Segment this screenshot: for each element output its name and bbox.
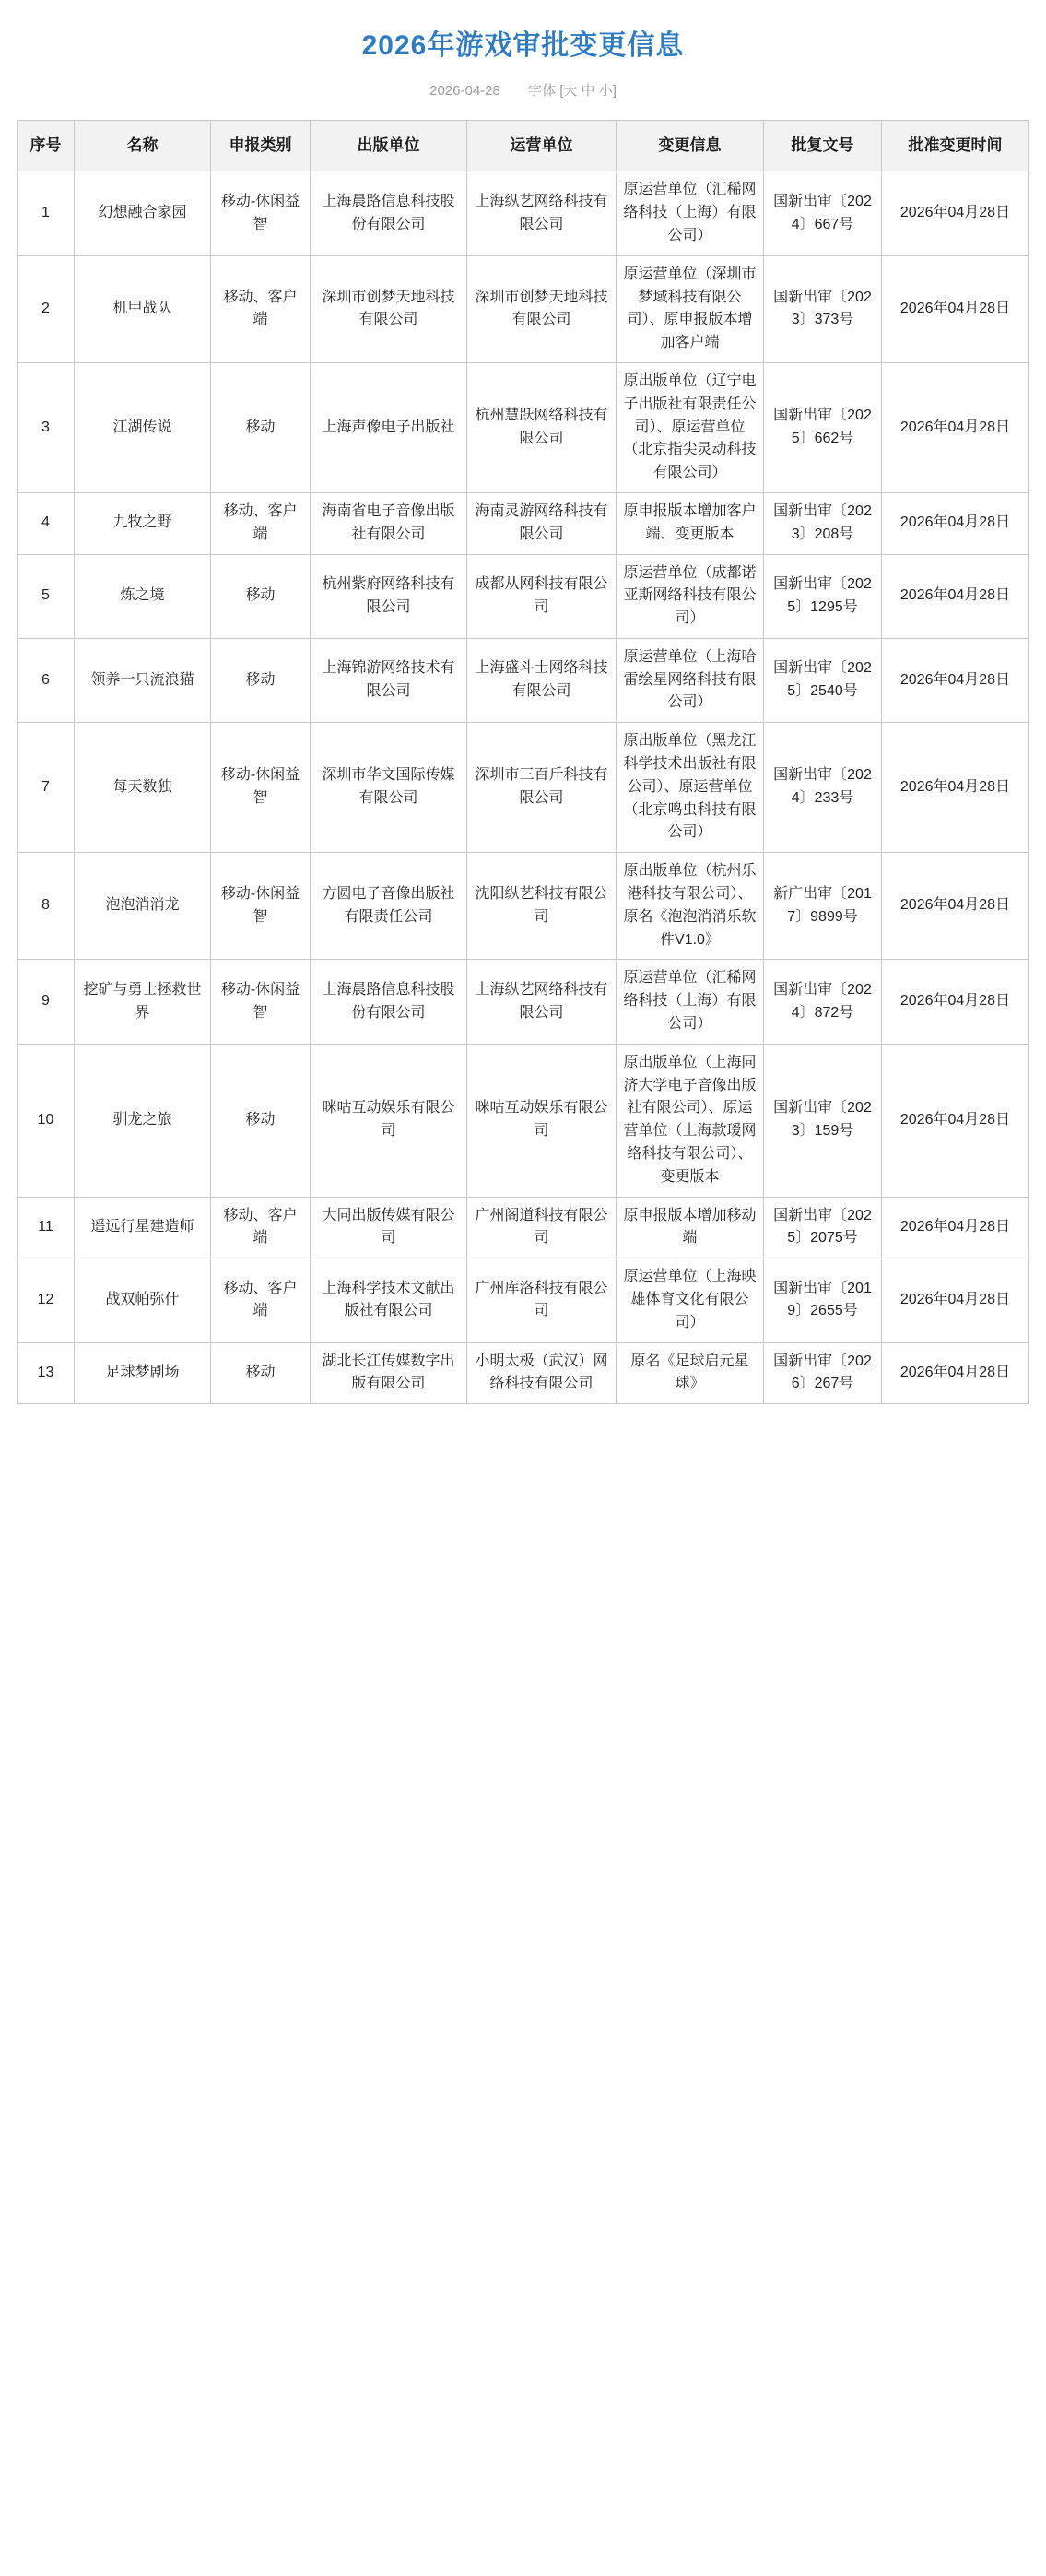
cell-category: 移动 <box>211 554 311 638</box>
table-row <box>18 638 1029 722</box>
cell-name: 江湖传说 <box>75 362 211 492</box>
column-header-category: 申报类别 <box>211 121 311 171</box>
column-header-change: 变更信息 <box>617 121 764 171</box>
cell-operator: 广州库洛科技有限公司 <box>467 1258 617 1342</box>
column-header-date: 批准变更时间 <box>882 121 1029 171</box>
cell-index: 13 <box>18 1342 75 1404</box>
cell-category: 移动、客户端 <box>211 1197 311 1258</box>
cell-name: 驯龙之旅 <box>75 1044 211 1197</box>
cell-publisher: 海南省电子音像出版社有限公司 <box>311 492 467 554</box>
cell-operator: 上海纵艺网络科技有限公司 <box>467 171 617 255</box>
cell-change: 原运营单位（汇稀网络科技（上海）有限公司） <box>617 171 764 255</box>
cell-publisher: 方圆电子音像出版社有限责任公司 <box>311 853 467 960</box>
table-row <box>18 1197 1029 1258</box>
cell-change: 原出版单位（黑龙江科学技术出版社有限公司）、原运营单位（北京鸣虫科技有限公司） <box>617 723 764 853</box>
cell-name: 九牧之野 <box>75 492 211 554</box>
publish-date: 2026-04-28 <box>429 83 500 99</box>
cell-publisher: 湖北长江传媒数字出版有限公司 <box>311 1342 467 1404</box>
cell-operator: 沈阳纵艺科技有限公司 <box>467 853 617 960</box>
cell-operator: 广州阁道科技有限公司 <box>467 1197 617 1258</box>
cell-date: 2026年04月28日 <box>882 1342 1029 1404</box>
cell-operator: 咪咕互动娱乐有限公司 <box>467 1044 617 1197</box>
cell-docno: 国新出审〔2025〕2540号 <box>764 638 882 722</box>
cell-name: 幻想融合家园 <box>75 171 211 255</box>
cell-docno: 国新出审〔2025〕1295号 <box>764 554 882 638</box>
cell-category: 移动、客户端 <box>211 1258 311 1342</box>
cell-category: 移动-休闲益智 <box>211 853 311 960</box>
cell-docno: 国新出审〔2023〕159号 <box>764 1044 882 1197</box>
cell-category: 移动-休闲益智 <box>211 171 311 255</box>
cell-publisher: 上海晨路信息科技股份有限公司 <box>311 171 467 255</box>
cell-category: 移动 <box>211 1044 311 1197</box>
table-row <box>18 492 1029 554</box>
page-title: 2026年游戏审批变更信息 <box>361 30 685 61</box>
cell-index: 11 <box>18 1197 75 1258</box>
cell-change: 原运营单位（上海映雄体育文化有限公司） <box>617 1258 764 1342</box>
column-header-name: 名称 <box>75 121 211 171</box>
cell-category: 移动、客户端 <box>211 255 311 362</box>
cell-date: 2026年04月28日 <box>882 255 1029 362</box>
cell-publisher: 上海晨路信息科技股份有限公司 <box>311 960 467 1044</box>
cell-docno: 国新出审〔2024〕233号 <box>764 723 882 853</box>
cell-change: 原运营单位（汇稀网络科技（上海）有限公司） <box>617 960 764 1044</box>
cell-change: 原出版单位（辽宁电子出版社有限责任公司）、原运营单位（北京指尖灵动科技有限公司） <box>617 362 764 492</box>
cell-operator: 上海纵艺网络科技有限公司 <box>467 960 617 1044</box>
approval-change-table <box>17 120 1029 1404</box>
cell-operator: 成都从网科技有限公司 <box>467 554 617 638</box>
cell-docno: 国新出审〔2025〕2075号 <box>764 1197 882 1258</box>
cell-index: 12 <box>18 1258 75 1342</box>
cell-docno: 国新出审〔2024〕872号 <box>764 960 882 1044</box>
cell-docno: 国新出审〔2023〕373号 <box>764 255 882 362</box>
table-row <box>18 171 1029 255</box>
cell-docno: 国新出审〔2026〕267号 <box>764 1342 882 1404</box>
column-header-operator: 运营单位 <box>467 121 617 171</box>
table-row <box>18 853 1029 960</box>
cell-operator: 杭州慧跃网络科技有限公司 <box>467 362 617 492</box>
cell-change: 原出版单位（上海同济大学电子音像出版社有限公司）、原运营单位（上海款瑷网络科技有限公司）、变更版本 <box>617 1044 764 1197</box>
column-header-docno: 批复文号 <box>764 121 882 171</box>
cell-index: 8 <box>18 853 75 960</box>
cell-date: 2026年04月28日 <box>882 554 1029 638</box>
table-row <box>18 1044 1029 1197</box>
table-row <box>18 1342 1029 1404</box>
fontsize-label: 字体 <box>528 83 557 99</box>
cell-publisher: 上海科学技术文献出版社有限公司 <box>311 1258 467 1342</box>
cell-change: 原申报版本增加移动端 <box>617 1197 764 1258</box>
cell-index: 9 <box>18 960 75 1044</box>
cell-name: 足球梦剧场 <box>75 1342 211 1404</box>
cell-change: 原运营单位（深圳市梦域科技有限公司）、原申报版本增加客户端 <box>617 255 764 362</box>
cell-docno: 国新出审〔2023〕208号 <box>764 492 882 554</box>
cell-date: 2026年04月28日 <box>882 1044 1029 1197</box>
cell-publisher: 咪咕互动娱乐有限公司 <box>311 1044 467 1197</box>
table-row <box>18 960 1029 1044</box>
cell-publisher: 上海锦游网络技术有限公司 <box>311 638 467 722</box>
cell-date: 2026年04月28日 <box>882 638 1029 722</box>
cell-index: 10 <box>18 1044 75 1197</box>
cell-operator: 深圳市三百斤科技有限公司 <box>467 723 617 853</box>
column-header-publisher: 出版单位 <box>311 121 467 171</box>
cell-category: 移动 <box>211 1342 311 1404</box>
cell-publisher: 杭州紫府网络科技有限公司 <box>311 554 467 638</box>
table-row <box>18 255 1029 362</box>
cell-date: 2026年04月28日 <box>882 362 1029 492</box>
table-row <box>18 1258 1029 1342</box>
table-header-row <box>18 121 1029 171</box>
cell-publisher: 深圳市华文国际传媒有限公司 <box>311 723 467 853</box>
cell-date: 2026年04月28日 <box>882 723 1029 853</box>
cell-index: 4 <box>18 492 75 554</box>
cell-docno: 新广出审〔2017〕9899号 <box>764 853 882 960</box>
cell-change: 原运营单位（上海哈雷绘星网络科技有限公司） <box>617 638 764 722</box>
cell-publisher: 上海声像电子出版社 <box>311 362 467 492</box>
cell-docno: 国新出审〔2024〕667号 <box>764 171 882 255</box>
cell-name: 每天数独 <box>75 723 211 853</box>
cell-docno: 国新出审〔2019〕2655号 <box>764 1258 882 1342</box>
cell-category: 移动 <box>211 638 311 722</box>
cell-change: 原申报版本增加客户端、变更版本 <box>617 492 764 554</box>
cell-index: 3 <box>18 362 75 492</box>
cell-operator: 上海盛斗士网络科技有限公司 <box>467 638 617 722</box>
cell-date: 2026年04月28日 <box>882 960 1029 1044</box>
column-header-index: 序号 <box>18 121 75 171</box>
cell-category: 移动、客户端 <box>211 492 311 554</box>
cell-change: 原运营单位（成都诺亚斯网络科技有限公司） <box>617 554 764 638</box>
cell-operator: 深圳市创梦天地科技有限公司 <box>467 255 617 362</box>
cell-docno: 国新出审〔2025〕662号 <box>764 362 882 492</box>
cell-index: 1 <box>18 171 75 255</box>
cell-index: 2 <box>18 255 75 362</box>
cell-operator: 小明太极（武汉）网络科技有限公司 <box>467 1342 617 1404</box>
table-row <box>18 723 1029 853</box>
cell-publisher: 大同出版传媒有限公司 <box>311 1197 467 1258</box>
cell-name: 挖矿与勇士拯救世界 <box>75 960 211 1044</box>
cell-change: 原出版单位（杭州乐港科技有限公司）、原名《泡泡消消乐软件V1.0》 <box>617 853 764 960</box>
cell-change: 原名《足球启元星球》 <box>617 1342 764 1404</box>
table-body <box>18 171 1029 1404</box>
cell-date: 2026年04月28日 <box>882 1197 1029 1258</box>
meta-line <box>0 80 1046 120</box>
cell-name: 泡泡消消龙 <box>75 853 211 960</box>
table-row <box>18 362 1029 492</box>
cell-operator: 海南灵游网络科技有限公司 <box>467 492 617 554</box>
cell-date: 2026年04月28日 <box>882 171 1029 255</box>
cell-publisher: 深圳市创梦天地科技有限公司 <box>311 255 467 362</box>
cell-name: 领养一只流浪猫 <box>75 638 211 722</box>
cell-name: 战双帕弥什 <box>75 1258 211 1342</box>
cell-date: 2026年04月28日 <box>882 1258 1029 1342</box>
cell-index: 7 <box>18 723 75 853</box>
cell-index: 6 <box>18 638 75 722</box>
cell-name: 机甲战队 <box>75 255 211 362</box>
cell-date: 2026年04月28日 <box>882 492 1029 554</box>
cell-name: 炼之境 <box>75 554 211 638</box>
cell-category: 移动-休闲益智 <box>211 723 311 853</box>
fontsize-options[interactable]: [大 中 小] <box>559 83 617 99</box>
cell-category: 移动 <box>211 362 311 492</box>
cell-date: 2026年04月28日 <box>882 853 1029 960</box>
cell-category: 移动-休闲益智 <box>211 960 311 1044</box>
cell-index: 5 <box>18 554 75 638</box>
cell-name: 遥远行星建造师 <box>75 1197 211 1258</box>
table-row <box>18 554 1029 638</box>
